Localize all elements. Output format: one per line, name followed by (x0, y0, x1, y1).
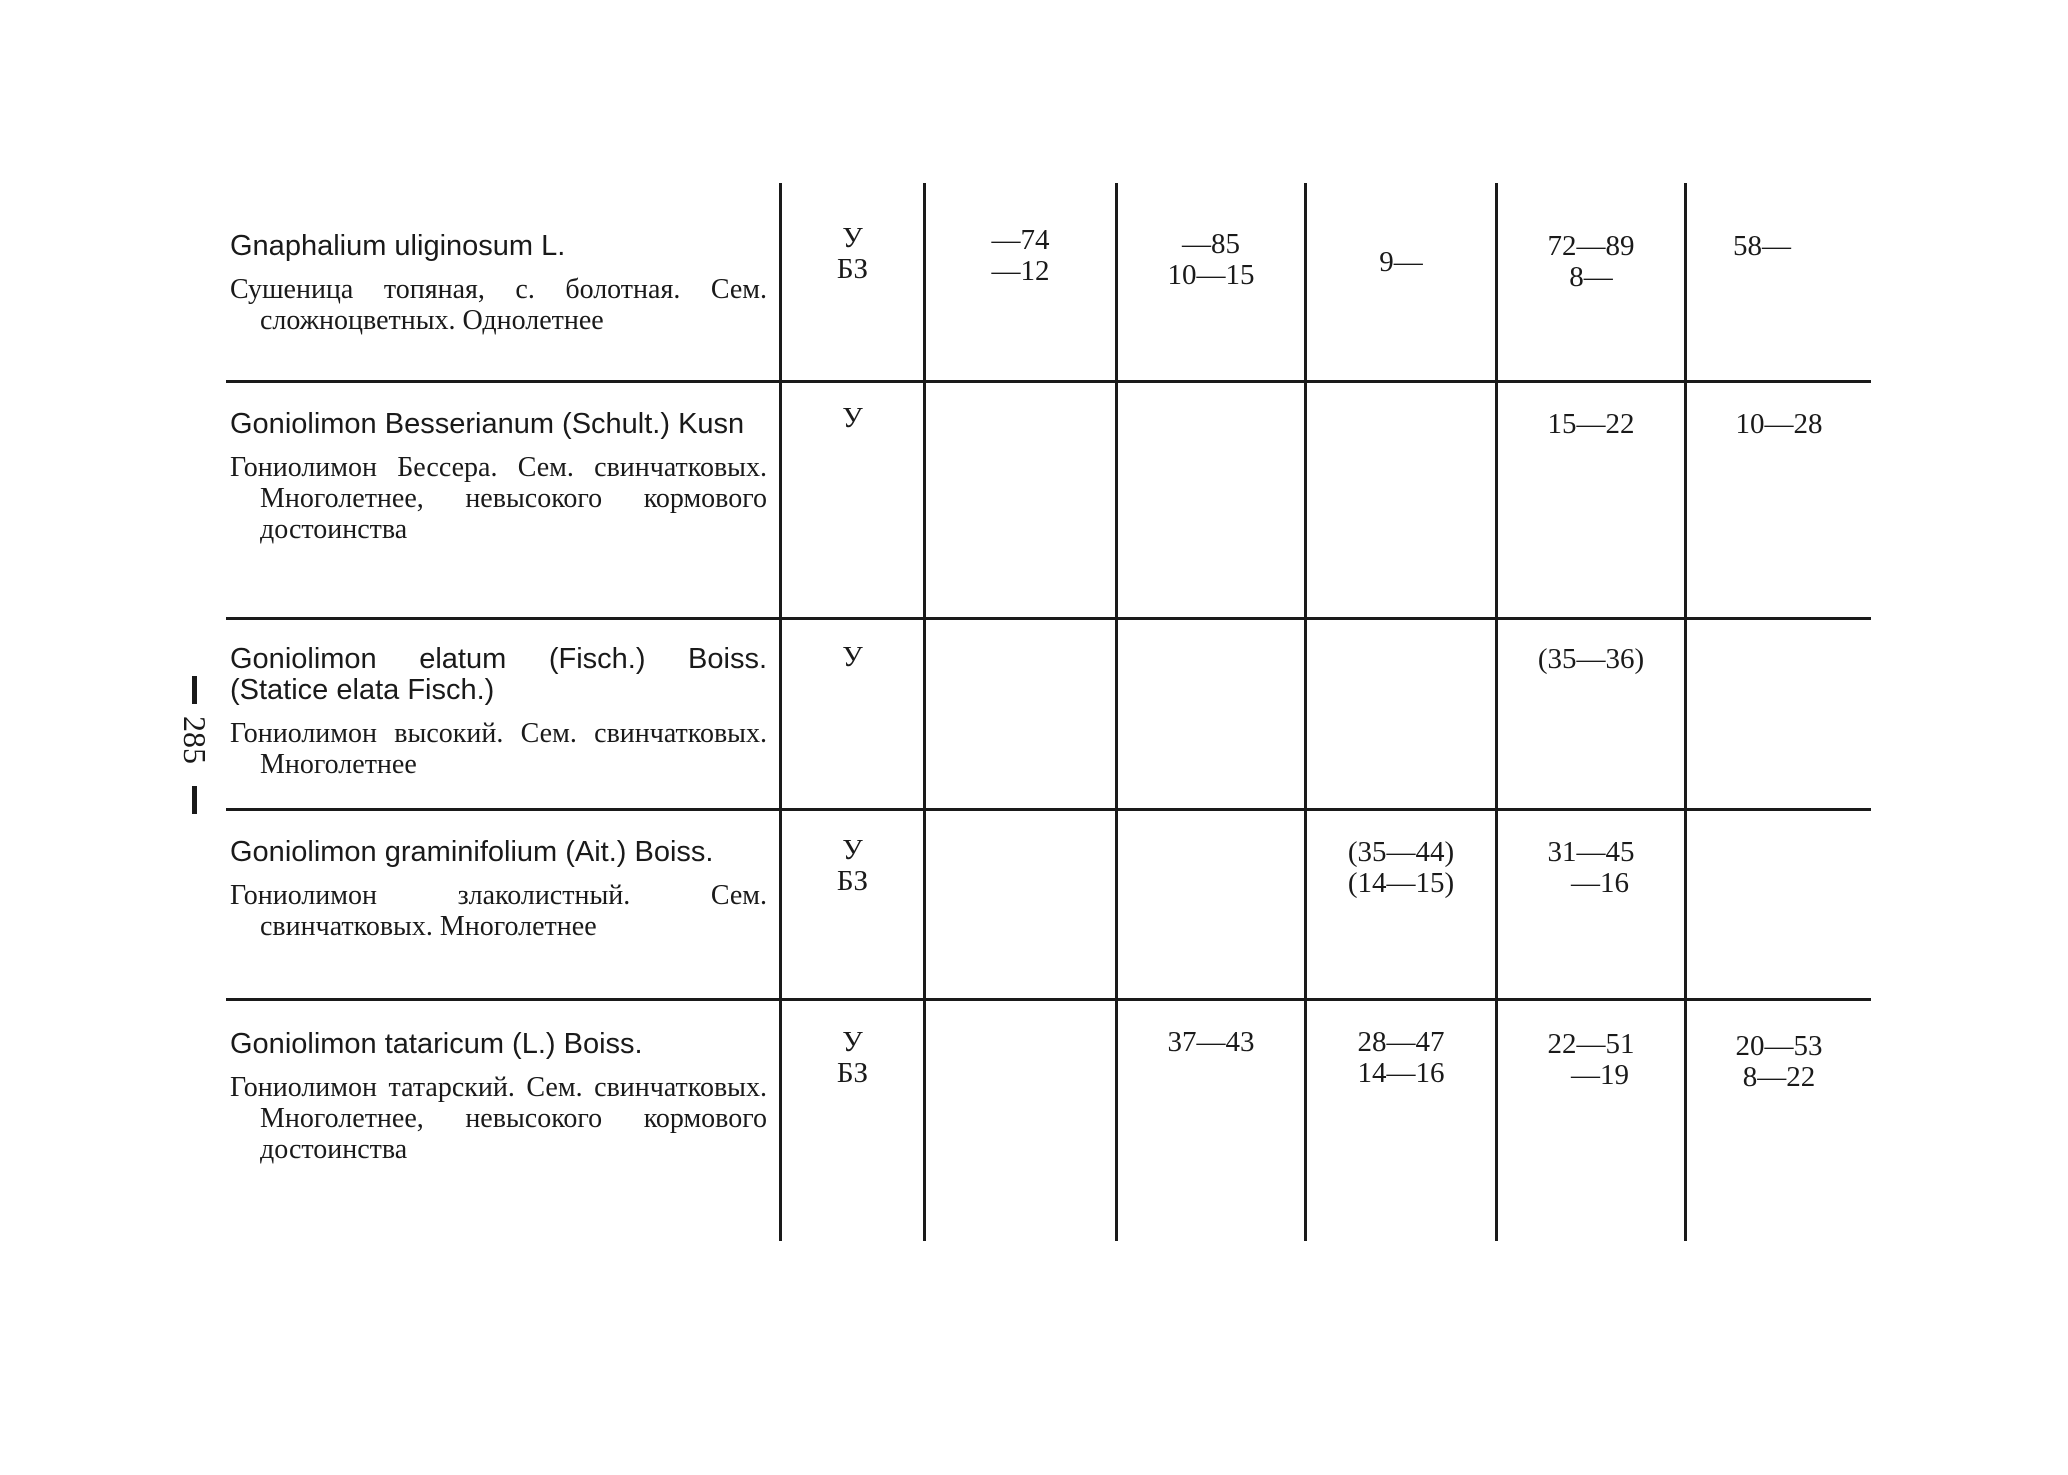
value-cell (1115, 383, 1304, 617)
species-cell (226, 811, 779, 998)
species-table (226, 183, 1871, 1241)
species-cell (226, 1001, 779, 1241)
value-cell (779, 811, 923, 998)
value-cell (1495, 383, 1684, 617)
value-line: —85 (1182, 228, 1240, 260)
value-line: У (842, 402, 863, 434)
value-cell (1304, 383, 1495, 617)
value-line: БЗ (836, 1057, 869, 1089)
value-line: 15—22 (1547, 408, 1635, 440)
value-cell (1684, 1001, 1871, 1241)
page-number-dash-bottom (192, 786, 197, 814)
value-line: 58— (1733, 230, 1791, 262)
value-line: —19 (1571, 1059, 1629, 1091)
value-line: (35—44) (1347, 836, 1455, 868)
value-cell (1304, 1001, 1495, 1241)
table-row (226, 380, 1871, 617)
value-line: 37—43 (1167, 1026, 1255, 1058)
table-row (226, 617, 1871, 808)
table-row (226, 998, 1871, 1241)
russian-description: Гониолимон высокий. Сем. свинчатковых. Многолетнее (230, 718, 767, 780)
value-line: (35—36) (1537, 643, 1645, 675)
value-line: БЗ (836, 865, 869, 897)
value-cell (1115, 811, 1304, 998)
table-row (226, 808, 1871, 998)
value-cell (1684, 811, 1871, 998)
value-line: У (842, 834, 863, 866)
value-line: 8—22 (1742, 1061, 1816, 1093)
value-cell (1304, 811, 1495, 998)
value-cell (779, 183, 923, 380)
value-line: У (842, 222, 863, 254)
value-cell (779, 383, 923, 617)
value-line: —12 (991, 255, 1050, 287)
value-cell (923, 183, 1115, 380)
latin-name: Goniolimon tataricum (L.) Boiss. (230, 1028, 643, 1060)
value-cell (1304, 183, 1495, 380)
value-line: —16 (1571, 867, 1629, 899)
value-cell (923, 1001, 1115, 1241)
value-cell (779, 1001, 923, 1241)
value-cell (1495, 620, 1684, 808)
value-cell (1115, 620, 1304, 808)
latin-name: Goniolimon Besserianum (Schult.) Kusn (230, 408, 745, 440)
value-line: 9— (1379, 246, 1423, 278)
value-line: 8— (1569, 261, 1613, 293)
russian-description: Гониолимон Бессера. Сем. свинчатковых. Многолетнее, невысокого кормового достоинства (230, 452, 767, 545)
page-number (175, 676, 215, 806)
value-line: 14—16 (1357, 1057, 1445, 1089)
russian-description: Гониолимон злаколистный. Сем. свинчатковых. Многолетнее (230, 880, 767, 942)
value-line: 28—47 (1357, 1026, 1445, 1058)
value-cell (1684, 183, 1871, 380)
latin-name: Gnaphalium uliginosum L. (230, 230, 566, 262)
value-cell (1115, 183, 1304, 380)
latin-name: Goniolimon elatum (Fisch.) Boiss. (Statice elata Fisch.) (230, 643, 767, 706)
value-cell (923, 383, 1115, 617)
russian-description: Гониолимон татарский. Сем. свинчатковых. Многолетнее, невысокого кормового достоинства (230, 1072, 767, 1165)
value-line: БЗ (836, 253, 869, 285)
russian-description: Сушеница топяная, с. болотная. Сем. сложноцветных. Однолетнее (230, 274, 767, 336)
value-cell (1684, 620, 1871, 808)
species-cell (226, 383, 779, 617)
value-line: 72—89 (1547, 230, 1635, 262)
species-cell (226, 183, 779, 380)
value-line: 20—53 (1735, 1030, 1823, 1062)
value-line: У (842, 1026, 863, 1058)
table-row (226, 183, 1871, 380)
value-line: 22—51 (1547, 1028, 1635, 1060)
value-line: 31—45 (1547, 836, 1635, 868)
value-line: —74 (991, 224, 1050, 256)
value-cell (1495, 1001, 1684, 1241)
value-line: 10—28 (1735, 408, 1823, 440)
value-line: 10—15 (1167, 259, 1255, 291)
species-cell (226, 620, 779, 808)
value-cell (1684, 383, 1871, 617)
value-cell (1115, 1001, 1304, 1241)
latin-name: Goniolimon graminifolium (Ait.) Boiss. (230, 836, 714, 868)
value-line: У (842, 641, 863, 673)
value-cell (1495, 811, 1684, 998)
value-line: (14—15) (1347, 867, 1455, 899)
value-cell (779, 620, 923, 808)
value-cell (923, 620, 1115, 808)
page-number-text: 285 (177, 716, 213, 764)
value-cell (923, 811, 1115, 998)
value-cell (1495, 183, 1684, 380)
value-cell (1304, 620, 1495, 808)
